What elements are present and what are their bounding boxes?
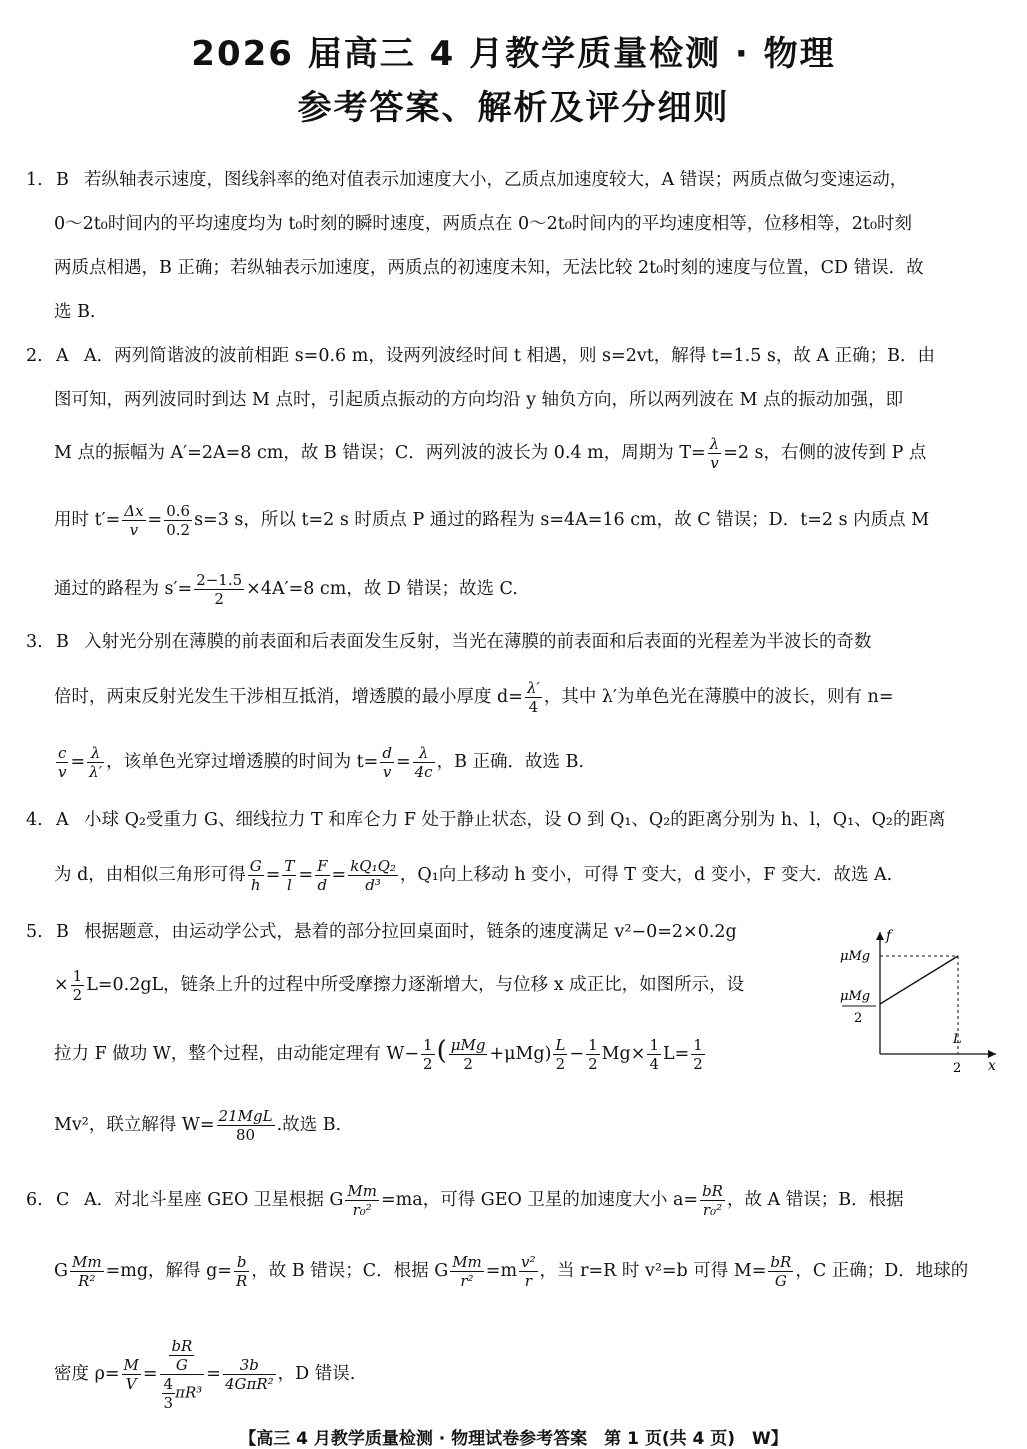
q3-text-5: ，该单色光穿过增透膜的时间为 t= [106,752,379,772]
q6-text-4: G [54,1261,68,1281]
x-tick-num: L [953,1032,962,1047]
frac-num: λ′ [526,679,540,697]
q6-compound-frac [160,1337,205,1412]
q3-frac-lp-4 [525,679,542,716]
y-tick-mid-num: μMg [840,989,871,1004]
frac-num: c [56,744,68,763]
q5-answer: B [56,922,69,942]
frac-den: 0.2 [166,521,191,539]
q2-text-6: = [147,510,163,530]
frac-num: L [555,1036,566,1054]
frac-den: G [175,1356,188,1374]
q2-frac-06-02 [164,502,192,539]
frac-num: 0.6 [166,502,191,520]
q6-text-11: = [142,1364,158,1384]
q6-text-7: =m [485,1261,518,1281]
q5-text-10: .故选 B. [276,1115,342,1135]
question-6 [26,1172,1001,1434]
question-4 [26,798,1001,908]
q3-line-2 [26,664,1001,730]
q1-text-4: 选 B. [54,302,96,322]
frac-num: bR [770,1253,792,1271]
q6-text-13: ，D 错误. [277,1364,356,1384]
question-2 [26,334,1001,622]
q1-text-3: 两质点相遇，B 正确；若纵轴表示加速度，两质点的初速度未知，无法比较 2t₀时刻的速度与位置，CD 错误．故 [54,258,924,278]
frac-num: M [123,1356,139,1374]
compound-denominator [160,1375,205,1412]
q4-line-1 [26,798,1001,842]
y-axis-arrow-icon [876,932,884,940]
q1-text-1: 若纵轴表示速度，图线斜率的绝对值表示加速度大小，乙质点加速度较大，A 错误；两质点做匀变速运动， [84,170,908,190]
q5-frac-w [217,1107,275,1144]
q4-text-5: = [331,865,347,885]
q6-line-3 [26,1314,1001,1434]
q4-frac-T-l [282,857,296,894]
q1-line-1 [26,158,1001,202]
q5-frac-1-2-d [691,1036,705,1073]
frac-num: λ [709,435,720,453]
frac-num: F [317,857,328,875]
frac-den: 80 [236,1126,256,1144]
frac-den: 3 [163,1394,174,1412]
q6-answer: C [56,1190,70,1210]
frac-num: b [234,1253,249,1272]
page-footer: 【高三 4 月教学质量检测 · 物理试卷参考答案 第 1 页(共 4 页) W】 [239,1429,788,1449]
q2-text-1: A．两列简谐波的波前相距 s=0.6 m，设两列波经时间 t 相遇，则 s=2vt，解得 t=1.5 s，故 A 正确；B．由 [84,346,936,366]
frac-den: 2 [463,1055,473,1073]
q6-line-2 [26,1228,1001,1314]
q4-frac-kQQ-d3 [348,857,398,894]
page-subtitle: 参考答案、解析及评分细则 [297,88,730,128]
q5-text-7: Mg× [601,1044,646,1064]
question-5 [26,910,816,1161]
q3-frac-l-lp [87,744,104,781]
frac-num: 1 [423,1036,433,1054]
q5-frac-1-4 [647,1036,661,1073]
frac-den: 2 [555,1055,566,1073]
q6-text-8: ，当 r=R 时 v²=b 可得 M= [539,1261,767,1281]
q4-frac-G-h [248,857,264,894]
q4-frac-F-d [315,857,329,894]
q5-frac-1-2-c [586,1036,600,1073]
frac-den: l [287,876,292,894]
q6-frac-b-R [234,1253,249,1290]
q2-text-8: 通过的路程为 s′= [54,579,193,599]
q6-frac-Mm-R2 [70,1253,104,1290]
frac-den: v [382,763,392,781]
q3-answer: B [56,632,69,652]
q3-text-7: ，B 正确．故选 B. [436,752,584,772]
frac-den: 2 [72,986,83,1004]
frac-den: r² [460,1272,474,1290]
frac-num: v² [521,1253,536,1271]
frac-den: d [317,876,328,894]
q4-number: 4. [26,810,43,830]
friction-line [880,956,958,1004]
frac-den: 2 [423,1055,433,1073]
q3-frac-d-v [380,744,394,781]
q5-frac-1-2-b [421,1036,435,1073]
q2-text-4: =2 s，右侧的波传到 P 点 [723,443,927,463]
q6-text-12: = [206,1364,221,1384]
q3-text-6: = [395,752,411,772]
frac-den: 2 [214,590,224,608]
q5-text-4: 拉力 F 做功 W，整个过程，由动能定理有 W− [54,1044,420,1064]
frac-den: G [774,1272,787,1290]
frac-den: 4 [528,698,539,716]
q2-line-4 [26,484,1001,556]
q2-text-3: M 点的振幅为 A′=2A=8 cm，故 B 错误；C．两列波的波长为 0.4 m，周期为 T= [54,443,706,463]
q5-frac-L-2 [553,1036,567,1073]
q5-line-2 [26,954,816,1016]
frac-num: λ [87,744,104,763]
q1-answer: B [56,170,69,190]
q4-text-4: = [298,865,314,885]
q4-text-2: 为 d，由相似三角形可得 [54,865,246,885]
frac-num: bR [702,1182,723,1200]
q5-open-paren: ( [436,1036,447,1066]
y-tick-mid-den: 2 [854,1011,863,1026]
x-axis-arrow-icon [988,1050,996,1058]
y-axis-label: f [886,928,892,944]
frac-num: 1 [693,1036,703,1054]
frac-num: 3b [223,1356,276,1375]
q6-number: 6. [26,1190,43,1210]
inner-frac-4-3 [162,1375,176,1412]
q4-text-3: = [265,865,281,885]
frac-num: 1 [588,1036,598,1054]
q3-text-3: ，其中 λ′为单色光在薄膜中的波长，则有 n= [543,687,894,707]
q5-line-4 [26,1089,816,1161]
y-tick-top: μMg [840,949,871,964]
frac-den: 4GπR² [224,1375,274,1393]
q2-line-5 [26,556,1001,622]
question-1 [26,158,1001,334]
q5-frac-umg-2 [449,1036,488,1073]
q3-frac-l-4c [413,744,435,781]
x-axis-label: x [988,1058,996,1074]
q6-frac-bR-r02 [700,1182,725,1219]
q5-text-3: L=0.2gL，链条上升的过程中所受摩擦力逐渐增大，与位移 x 成正比，如图所示，设 [86,975,745,995]
q5-text-8: L= [662,1044,690,1064]
q6-text-6: ，故 B 错误；C．根据 G [251,1261,449,1281]
frac-den: d³ [365,876,381,894]
frac-num: 1 [649,1036,659,1054]
frac-num: T [284,857,295,875]
q5-text-6: − [569,1044,585,1064]
q6-frac-bR-G [768,1253,793,1290]
q3-text-1: 入射光分别在薄膜的前表面和后表面发生反射，当光在薄膜的前表面和后表面的光程差为半波长的奇数 [84,632,872,652]
q2-number: 2. [26,346,43,366]
q2-text-2: 图可知，两列波同时到达 M 点时，引起质点振动的方向均沿 y 轴负方向，所以两列波在 M 点的振动加强，即 [54,390,904,410]
frac-num: Mm [452,1253,482,1271]
q1-number: 1. [26,170,43,190]
frac-den: 4c [414,763,433,781]
frac-den: 2 [588,1055,598,1073]
frac-num: kQ₁Q₂ [350,857,396,875]
page-title: 2026 届高三 4 月教学质量检测 · 物理 [191,34,836,74]
q5-line-3 [26,1016,816,1089]
q6-text-2: =ma，可得 GEO 卫星的加速度大小 a= [381,1190,699,1210]
frac-num: 21MgL [218,1107,273,1125]
q2-text-5: 用时 t′= [54,510,121,530]
frac-num: Mm [71,1253,102,1271]
q6-frac-v2-r [519,1253,538,1290]
q4-text-6: ，Q₁向上移动 h 变小，可得 T 变大，d 变小，F 变大．故选 A. [399,865,893,885]
compound-numerator [160,1337,205,1375]
frac-num: μMg [450,1036,486,1054]
frac-num: G [249,857,262,875]
q3-frac-c-v [56,744,68,781]
frac-num: Mm [347,1182,377,1200]
q3-line-3 [26,730,1001,794]
frac-den: v [58,763,67,781]
frac-den: r₀² [352,1201,372,1219]
frac-den: R [235,1272,248,1290]
q6-text-10: 密度 ρ= [54,1364,120,1384]
frac-num: λ [413,744,435,763]
q2-text-7: s=3 s，所以 t=2 s 时质点 P 通过的路程为 s=4A=16 cm，故 C 错误；D．t=2 s 内质点 M [194,510,930,530]
frac-den: λ′ [89,763,103,781]
frac-den: r₀² [702,1201,723,1219]
q5-text-5: +μMg) [489,1044,552,1064]
q6-frac-Mm-r02 [345,1182,379,1219]
q5-text-2: × [54,975,69,995]
frac-num: 1 [72,967,83,985]
frac-num: 4 [163,1375,174,1393]
frac-den: v [129,521,139,539]
q6-text-1: A．对北斗星座 GEO 卫星根据 G [84,1190,344,1210]
frac-den: r [524,1272,532,1290]
q6-text-5: =mg，解得 g= [105,1261,232,1281]
q2-frac-dx-v [122,502,145,539]
q3-line-1 [26,620,1001,664]
q6-frac-result [223,1356,276,1393]
q2-frac-lambda-v [708,435,722,472]
q6-frac-Mm-r2 [450,1253,484,1290]
friction-displacement-graph [838,926,1004,1076]
q4-text-1: 小球 Q₂受重力 G、细线拉力 T 和库仑力 F 处于静止状态，设 O 到 Q₁、Q₂的距离分别为 h、l，Q₁、Q₂的距离 [84,810,946,830]
q5-text-1: 根据题意，由运动学公式，悬着的部分拉回桌面时，链条的速度满足 v²−0=2×0.2g [84,922,737,942]
q6-text-3: ，故 A 错误；B．根据 [726,1190,904,1210]
inner-frac-bR-G [169,1337,194,1374]
frac-den: v [710,454,719,472]
q5-line-1 [26,910,816,954]
q2-line-1 [26,334,1001,378]
pi-r3: πR³ [175,1383,203,1402]
q6-frac-M-V [122,1356,141,1393]
q1-text-2: 0～2t₀时间内的平均速度均为 t₀时刻的瞬时速度，两质点在 0～2t₀时间内的平均速度相等，位移相等，2t₀时刻 [54,214,912,234]
frac-den: R² [78,1272,96,1290]
frac-num: Δx [124,502,144,520]
frac-num: d [382,744,392,762]
q2-frac-2-15 [194,571,244,608]
question-3 [26,620,1001,794]
frac-den: V [125,1375,137,1393]
frac-den: h [250,876,261,894]
frac-den: 2 [693,1055,703,1073]
q4-answer: A [56,810,69,830]
frac-num: bR [171,1337,193,1355]
q3-text-4: = [70,752,86,772]
q3-number: 3. [26,632,43,652]
x-tick-den: 2 [953,1061,962,1076]
q5-frac-1-2-a [71,967,85,1004]
frac-num: 2−1.5 [196,571,243,589]
frac-den: 4 [649,1055,659,1073]
q2-text-9: ×4A′=8 cm，故 D 错误；故选 C. [246,579,518,599]
q3-text-2: 倍时，两束反射光发生干涉相互抵消，增透膜的最小厚度 d= [54,687,523,707]
q6-text-9: ，C 正确；D．地球的 [795,1261,969,1281]
q2-line-3 [26,422,1001,484]
q2-answer: A [56,346,69,366]
q5-number: 5. [26,922,43,942]
q4-line-2 [26,842,1001,908]
q6-line-1 [26,1172,1001,1228]
q5-text-9: Mv²，联立解得 W= [54,1115,215,1135]
